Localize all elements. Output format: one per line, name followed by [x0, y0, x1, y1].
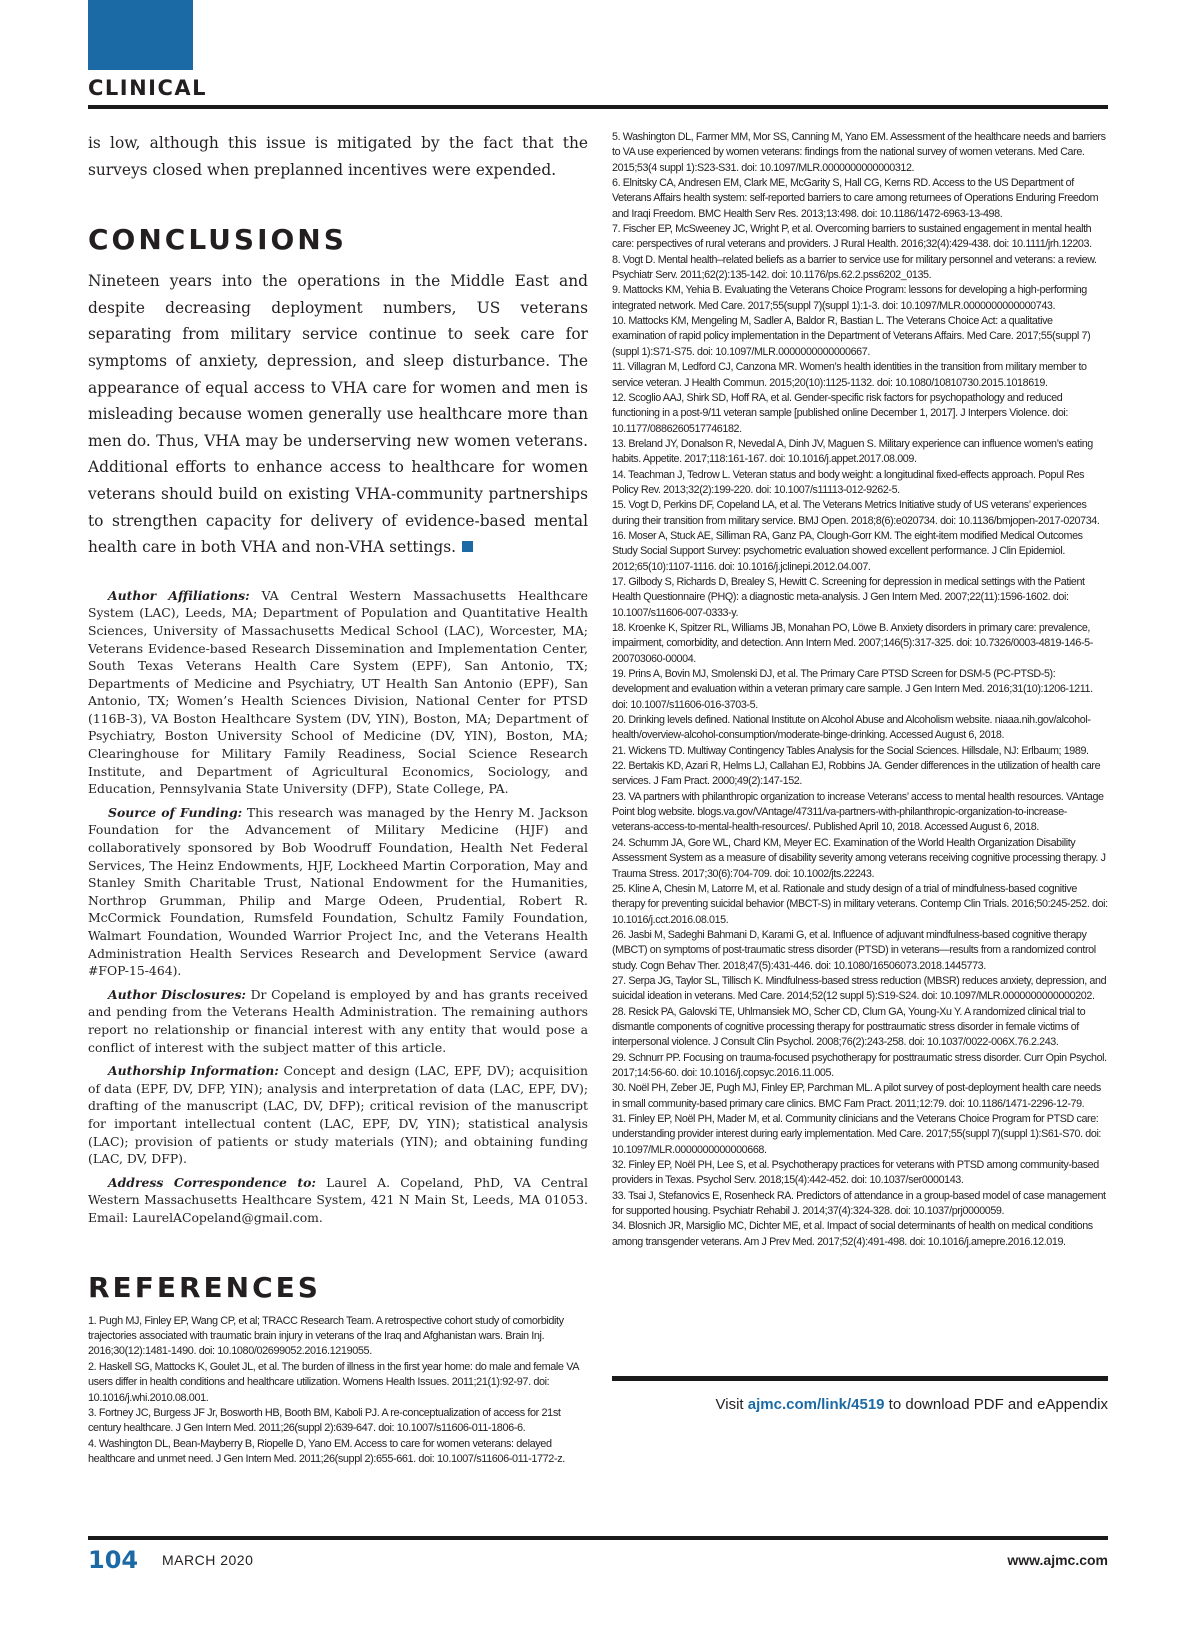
reference-item: 14. Teachman J, Tedrow L. Veteran status and body weight: a longitudinal fixed-effects approach. Popul Res Policy Rev. 2013;32(2):199-220. doi: 10.1007/s11113-012-9262-5. [612, 468, 1085, 496]
reference-item: 6. Elnitsky CA, Andresen EM, Clark ME, McGarity S, Hall CG, Kerns RD. Access to the US Department of Veterans Affairs health system: self-reported barriers to care among returnees of Operations Enduring Freedom and Iraqi Freedom. BMC Health Serv Res. 2013;13:498. doi: 10.1186/1472-6963-13-498. [612, 177, 1099, 220]
meta-text: Laurel A. Copeland, PhD, VA Central Western Massachusetts Healthcare System, 421 N Main St, Leeds, MA 01053. Email: LaurelACopeland@gmail.com. [88, 1174, 588, 1225]
references-list-left [88, 1314, 588, 1468]
header-rule [88, 105, 1108, 109]
references-list-right [612, 130, 1108, 1250]
website-url[interactable]: www.ajmc.com [1007, 1552, 1108, 1568]
reference-item: 17. Gilbody S, Richards D, Brealey S, Hewitt C. Screening for depression in medical settings with the Patient Health Questionnaire (PHQ): a diagnostic meta-analysis. J Gen Intern Med. 2007;22(11):1596-1602. doi: 10.1007/s11606-007-0333-y. [612, 575, 1085, 619]
conclusions-text: Nineteen years into the operations in the Middle East and despite decreasing deployment numbers, US veterans separating from military service continue to seek care for symptoms of anxiety, depression, and sleep disturbance. The appearance of equal access to VHA care for women and men is misleading because women generally use healthcare more than men do. Thus, VHA may be underserving new women veterans. Additional efforts to enhance access to healthcare for women veterans should build on existing VHA-community partnerships to strengthen capacity for delivery of evidence-based mental health care in both VHA and non-VHA settings. [88, 272, 588, 557]
right-column [612, 130, 1108, 1250]
reference-item: 2. Haskell SG, Mattocks K, Goulet JL, et al. The burden of illness in the first year home: do male and female VA users differ in health conditions and healthcare utilization. Womens Health Issues. 2011;21(1):92-97. doi: 10.1016/j.whi.2010.08.001. [88, 1360, 579, 1404]
meta-text: Concept and design (LAC, EPF, DV); acquisition of data (EPF, DV, DFP, YIN); analysis and interpretation of data (LAC, EPF, DV); drafting of the manuscript (LAC, DV, DFP); critical revision of the manuscript for important intellectual content (LAC, EPF, DV, YIN); statistical analysis (LAC); provision of patients or study materials (YIN); and obtaining funding (LAC, DV, DFP). [88, 1063, 588, 1167]
reference-item: 29. Schnurr PP. Focusing on trauma-focused psychotherapy for posttraumatic stress disorder. Curr Opin Psychol. 2017;14:56-60. doi: 10.1016/j.copsyc.2016.11.005. [612, 1051, 1107, 1079]
authorship-information [88, 1062, 588, 1168]
reference-item: 11. Villagran M, Ledford CJ, Canzona MR. Women’s health identities in the transition from military member to service veteran. J Health Commun. 2015;20(10):1125-1132. doi: 10.1080/10810730.2015.1018619. [612, 361, 1087, 389]
reference-item: 12. Scoglio AAJ, Shirk SD, Hoff RA, et al. Gender-specific risk factors for psychopathology and reduced functioning in a post-9/11 veteran sample [published online December 1, 2017]. J Interpers Violence. doi: 10.1177/0886260517746182. [612, 391, 1068, 435]
source-of-funding [88, 804, 588, 980]
download-notice [612, 1396, 1108, 1413]
reference-item: 7. Fischer EP, McSweeney JC, Wright P, et al. Overcoming barriers to sustained engagement in mental health care: perspectives of rural veterans and providers. J Rural Health. 2016;32(4):429-438. doi: 10.1111/jrh.12203. [612, 223, 1092, 251]
meta-text: VA Central Western Massachusetts Healthcare System (LAC), Leeds, MA; Department of Population and Quantitative Health Sciences, University of Massachusetts Medical School (LAC), Worcester, MA; Veterans Evidence-based Research Dissemination and Implementation Center, South Texas Veterans Health Care System (EPF), San Antonio, TX; Departments of Medicine and Psychiatry, UT Health San Antonio (EPF), San Antonio, TX; Women’s Health Sciences Division, National Center for PTSD (116B-3), VA Boston Healthcare System (DV, YIN), Boston, MA; Department of Psychiatry, Boston University School of Medicine (DV, YIN), Boston, MA; Clearinghouse for Military Family Readiness, Social Science Research Institute, and Department of Agricultural Economics, Sociology, and Education, Pennsylvania State University (DFP), State College, PA. [88, 587, 588, 797]
meta-label: Source of Funding: [108, 804, 243, 820]
meta-text: Dr Copeland is employed by and has grants received and pending from the Veterans Health Administration. The remaining authors report no relationship or financial interest with any entity that would pose a conflict of interest with the subject matter of this article. [88, 986, 588, 1055]
meta-label: Author Disclosures: [108, 986, 247, 1002]
author-affiliations [88, 587, 588, 798]
reference-item: 13. Breland JY, Donalson R, Nevedal A, Dinh JV, Maguen S. Military experience can influence women’s eating habits. Appetite. 2017;118:161-167. doi: 10.1016/j.appet.2017.08.009. [612, 437, 1093, 466]
reference-item: 8. Vogt D. Mental health–related beliefs as a barrier to service use for military personnel and veterans: a review. Psychiatr Serv. 2011;62(2):135-142. doi: 10.1176/ps.62.2.pss6202_0135. [612, 253, 1097, 282]
intro-paragraph: is low, although this issue is mitigated by the fact that the surveys closed when preplanned incentives were expended. [88, 134, 588, 179]
reference-item: 20. Drinking levels defined. National Institute on Alcohol Abuse and Alcoholism website. niaaa.nih.gov/alcohol-health/overview-alcohol-consumption/moderate-binge-drinking. Accessed August 6, 2018. [612, 714, 1091, 742]
reference-item: 4. Washington DL, Bean-Mayberry B, Riopelle D, Yano EM. Access to care for women veterans: delayed healthcare and unmet need. J Gen Intern Med. 2011;26(suppl 2):655-661. doi: 10.1007/s11606-011-1772-z. [88, 1437, 565, 1466]
meta-label: Authorship Information: [108, 1063, 279, 1079]
reference-item: 21. Wickens TD. Multiway Contingency Tables Analysis for the Social Sciences. Hillsdale, NJ: Erlbaum; 1989. [612, 744, 1089, 757]
meta-text: This research was managed by the Henry M. Jackson Foundation for the Advancement of Military Medicine (HJF) and collaboratively sponsored by Bob Woodruff Foundation, Health Net Federal Services, The Heinz Endowments, HJF, Lockheed Martin Corporation, May and Stanley Smith Charitable Trust, National Endowment for the Humanities, Northrop Grumman, Philip and Marge Odeen, Prudential, Robert R. McCormick Foundation, Rumsfeld Foundation, Schultz Family Foundation, Walmart Foundation, Wounded Warrior Project Inc, and the Veterans Health Administration Health Services Research and Development Service (award #FOP-15-464). [88, 804, 588, 979]
reference-item: 9. Mattocks KM, Yehia B. Evaluating the Veterans Choice Program: lessons for developing a high-performing integrated network. Med Care. 2017;55(suppl 7)(suppl 1):1-3. doi: 10.1097/MLR.0000000000000743. [612, 284, 1087, 312]
visit-rule [612, 1376, 1108, 1381]
reference-item: 24. Schumm JA, Gore WL, Chard KM, Meyer EC. Examination of the World Health Organization Disability Assessment System as a measure of disability severity among veterans receiving cognitive processing therapy. J Trauma Stress. 2017;30(6):704-709. doi: 10.1002/jts.22243. [612, 836, 1106, 880]
reference-item: 19. Prins A, Bovin MJ, Smolenski DJ, et al. The Primary Care PTSD Screen for DSM-5 (PC-PTSD-5): development and evaluation within a veteran primary care sample. J Gen Intern Med. 2016;31(10):1206-1211. doi: 10.1007/s11606-016-3703-5. [612, 668, 1093, 711]
reference-item: 28. Resick PA, Galovski TE, Uhlmansiek MO, Scher CD, Clum GA, Young-Xu Y. A randomized clinical trial to dismantle components of cognitive processing therapy for posttraumatic stress disorder in female victims of interpersonal violence. J Consult Clin Psychol. 2008;76(2):243-258. doi: 10.1037/0022-006X.76.2.243. [612, 1005, 1086, 1049]
article-meta [88, 587, 588, 1227]
reference-item: 3. Fortney JC, Burgess JF Jr, Bosworth HB, Booth BM, Kaboli PJ. A re-conceptualization of access for 21st century healthcare. J Gen Intern Med. 2011;26(suppl 2):639-647. doi: 10.1007/s11606-011-1806-6. [88, 1406, 561, 1435]
reference-item: 10. Mattocks KM, Mengeling M, Sadler A, Baldor R, Bastian L. The Veterans Choice Act: a qualitative examination of rapid policy implementation in the Department of Veterans Affairs. Med Care. 2017;55(suppl 7)(suppl 1):S71-S75. doi: 10.1097/MLR.0000000000000667. [612, 315, 1091, 358]
reference-item: 30. Noël PH, Zeber JE, Pugh MJ, Finley EP, Parchman ML. A pilot survey of post-deployment health care needs in small community-based primary care clinics. BMC Fam Pract. 2011;12:79. doi: 10.1186/1471-2296-12-79. [612, 1082, 1101, 1110]
end-mark-icon [462, 541, 473, 552]
reference-item: 31. Finley EP, Noël PH, Mader M, et al. Community clinicians and the Veterans Choice Program for PTSD care: understanding provider interest during early implementation. Med Care. 2017;55(suppl 7)(suppl 1):S61-S70. doi: 10.1097/MLR.0000000000000668. [612, 1113, 1102, 1156]
address-correspondence [88, 1174, 588, 1227]
reference-item: 33. Tsai J, Stefanovics E, Rosenheck RA. Predictors of attendance in a group-based model of case management for supported housing. Psychiatr Rehabil J. 2014;37(4):324-328. doi: 10.1037/prj0000059. [612, 1189, 1106, 1218]
reference-item: 23. VA partners with philanthropic organization to increase Veterans’ access to mental health resources. VAntage Point blog website. blogs.va.gov/VAntage/47311/va-partners-with-philanthropic-organization-to-increase-veterans-access-to-mental-health-resources/. Published April 10, 2018. Accessed August 6, 2018. [612, 790, 1104, 834]
section-label: CLINICAL [88, 76, 208, 100]
conclusions-paragraph [88, 268, 588, 561]
conclusions-heading: CONCLUSIONS [88, 223, 347, 257]
section-color-block [88, 0, 193, 70]
download-link[interactable]: ajmc.com/link/4519 [747, 1396, 885, 1413]
reference-item: 1. Pugh MJ, Finley EP, Wang CP, et al; TRACC Research Team. A retrospective cohort study of comorbidity trajectories associated with traumatic brain injury in veterans of the Iraq and Afghanistan wars. Brain Inj. 2016;30(12):1481-1490. doi: 10.1080/02699052.2016.1219055. [88, 1314, 564, 1358]
reference-item: 34. Blosnich JR, Marsiglio MC, Dichter ME, et al. Impact of social determinants of health on medical conditions among transgender veterans. Am J Prev Med. 2017;52(4):491-498. doi: 10.1016/j.amepre.2016.12.019. [612, 1220, 1093, 1248]
reference-item: 16. Moser A, Stuck AE, Silliman RA, Ganz PA, Clough-Gorr KM. The eight-item modified Medical Outcomes Study Social Support Survey: psychometric evaluation showed excellent performance. J Clin Epidemiol. 2012;65(10):1107-1116. doi: 10.1016/j.jclinepi.2012.04.007. [612, 529, 1083, 573]
author-disclosures [88, 986, 588, 1056]
reference-item: 18. Kroenke K, Spitzer RL, Williams JB, Monahan PO, Löwe B. Anxiety disorders in primary care: prevalence, impairment, comorbidity, and detection. Ann Intern Med. 2007;146(5):317-325. doi: 10.7326/0003-4819-146-5-200703060-00004. [612, 622, 1093, 665]
visit-suffix: to download PDF and eAppendix [884, 1396, 1108, 1413]
reference-item: 25. Kline A, Chesin M, Latorre M, et al. Rationale and study design of a trial of mindfulness-based cognitive therapy for preventing suicidal behavior (MBCT-S) in military veterans. Contemp Clin Trials. 2016;50:245-252. doi: 10.1016/j.cct.2016.08.015. [612, 882, 1108, 926]
references-heading: REFERENCES [88, 1270, 321, 1304]
reference-item: 5. Washington DL, Farmer MM, Mor SS, Canning M, Yano EM. Assessment of the healthcare needs and barriers to VA use experienced by women veterans: findings from the national survey of women veterans. Med Care. 2015;53(4 suppl 1):S23-S31. doi: 10.1097/MLR.0000000000000312. [612, 131, 1106, 174]
reference-item: 32. Finley EP, Noël PH, Lee S, et al. Psychotherapy practices for veterans with PTSD among community-based providers in Texas. Psychol Serv. 2018;15(4):442-452. doi: 10.1037/ser0000143. [612, 1159, 1099, 1187]
footer-rule [88, 1536, 1108, 1540]
page-number: 104 [88, 1546, 139, 1574]
issue-date: MARCH 2020 [162, 1552, 254, 1568]
reference-item: 22. Bertakis KD, Azari R, Helms LJ, Callahan EJ, Robbins JA. Gender differences in the utilization of health care services. J Fam Pract. 2000;49(2):147-152. [612, 760, 1101, 788]
visit-prefix: Visit [715, 1396, 748, 1413]
reference-item: 27. Serpa JG, Taylor SL, Tillisch K. Mindfulness-based stress reduction (MBSR) reduces anxiety, depression, and suicidal ideation in veterans. Med Care. 2014;52(12 suppl 5):S19-S24. doi: 10.1097/MLR.0000000000000202. [612, 974, 1107, 1003]
meta-label: Author Affiliations: [108, 587, 250, 603]
reference-item: 15. Vogt D, Perkins DF, Copeland LA, et al. The Veterans Metrics Initiative study of US veterans’ experiences during their transition from military service. BMJ Open. 2018;8(6):e020734. doi: 10.1136/bmjopen-2017-020734. [612, 499, 1100, 527]
meta-label: Address Correspondence to: [108, 1174, 316, 1190]
left-column [88, 130, 588, 1468]
reference-item: 26. Jasbi M, Sadeghi Bahmani D, Karami G, et al. Influence of adjuvant mindfulness-based cognitive therapy (MBCT) on symptoms of post-traumatic stress disorder (PTSD) in veterans—results from a randomized control study. Cogn Behav Ther. 2018;47(5):431-446. doi: 10.1080/16506073.2018.1445773. [612, 928, 1096, 972]
